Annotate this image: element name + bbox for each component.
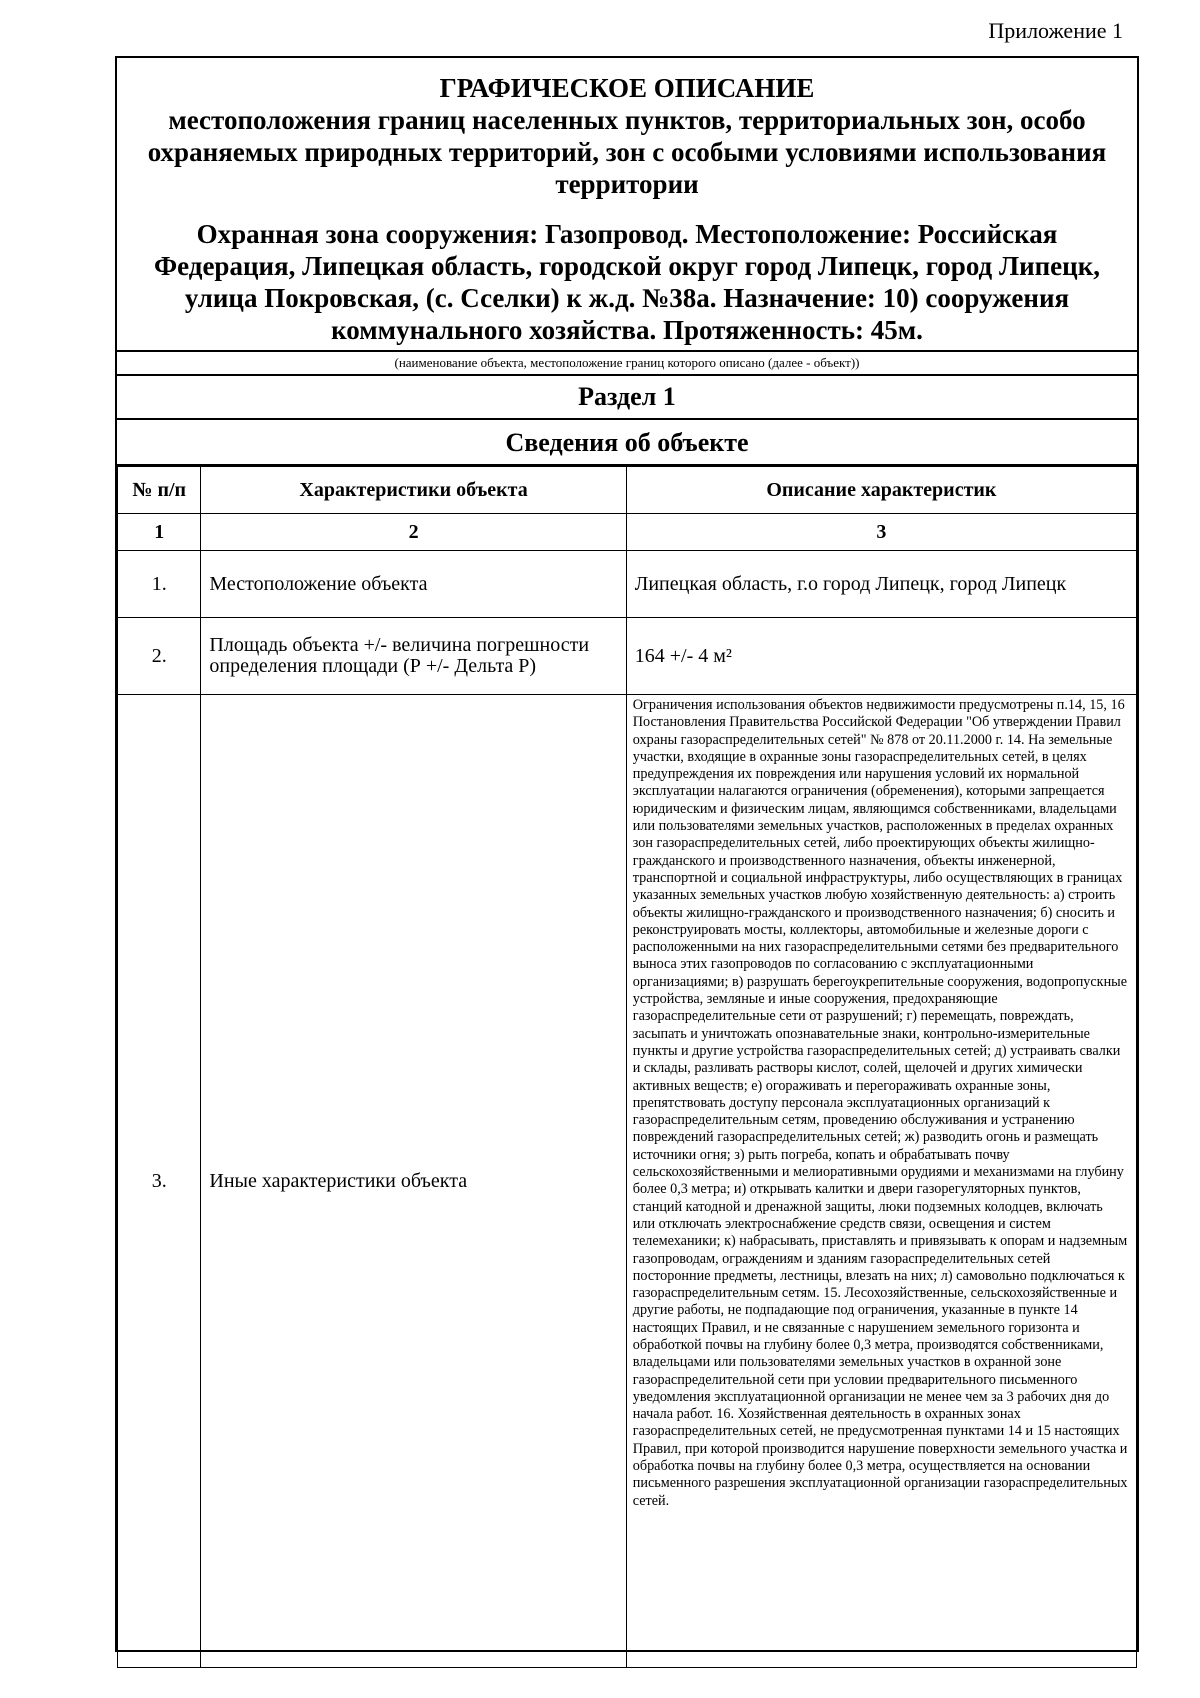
- row-description: Ограничения использования объектов недвижимости предусмотрены п.14, 15, 16 Постановления Правительства Российской Федерации "Об утверждении Правил охраны газораспределительных сетей" № 878 от 20.11.2000 г. 14. На земельные участки, входящие в охранные зоны газораспределительных сетей, в целях предупреждения их повреждения или нарушения условий их нормальной эксплуатации налагаются ограничения (обременения), которыми запрещается юридическим и физическим лицам, являющимся собственниками, владельцами или пользователями земельных участков, расположенных в пределах охранных зон газораспределительных сетей, либо проектирующих объекты жилищно-гражданского и производственного назначения, объекты инженерной, транспортной и социальной инфраструктуры, либо осуществляющих в границах указанных земельных участков любую хозяйственную деятельность: а) строить объекты жилищно-гражданского и производственного назначения; б) сносить и реконструировать мосты, коллекторы, автомобильные и железные дороги с расположенными на них газораспределительными сетями без предварительного выноса этих газопроводов по согласованию с эксплуатационными организациями; в) разрушать берегоукрепительные сооружения, водопропускные устройства, земляные и иные сооружения, предохраняющие газораспределительные сети от разрушений; г) перемещать, повреждать, засыпать и уничтожать опознавательные знаки, контрольно-измерительные пункты и другие устройства газораспределительных сетей; д) устраивать свалки и склады, разливать растворы кислот, солей, щелочей и других химически активных веществ; е) огораживать и перегораживать охранные зоны, препятствовать доступу персонала эксплуатационных организаций к газораспределительным сетям, проведению обслуживания и устранению повреждений газораспределительных сетей; ж) разводить огонь и размещать источники огня; з) рыть погреба, копать и обрабатывать почву сельскохозяйственными и мелиоративными орудиями и механизмами на глубину более 0,3 метра; и) открывать калитки и двери газорегуляторных пунктов, станций катодной и дренажной защиты, люки подземных колодцев, включать или отключать электроснабжение средств связи, освещения и систем телемеханики; к) набрасывать, приставлять и привязывать к опорам и надземным газопроводам, ограждениям и зданиям газораспределительных сетей посторонние предметы, лестницы, влезать на них; л) самовольно подключаться к газораспределительным сетям. 15. Лесохозяйственные, сельскохозяйственные и другие работы, не подпадающие под ограничения, указанные в пункте 14 настоящих Правил, и не связанные с нарушением земельного горизонта и обработкой почвы на глубину более 0,3 метра, производятся собственниками, владельцами или пользователями земельных участков в охранной зоне газораспределительной сети при условии предварительного письменного уведомления эксплуатационной организации не менее чем за 3 рабочих дня до начала работ. 16. Хозяйственная деятельность в охранных зонах газораспределительных сетей, не предусмотренная пунктами 14 и 15 настоящих Правил, при которой производится нарушение поверхности земельного участка и обработка почвы на глубину более 0,3 метра, осуществляется на основании письменного разрешения эксплуатационной организации газораспределительных сетей.: [626, 695, 1136, 1668]
- document-title: ГРАФИЧЕСКОЕ ОПИСАНИЕ: [439, 73, 815, 103]
- header-number: № п/п: [118, 467, 201, 514]
- object-info-table: [117, 466, 1137, 1668]
- row-characteristic: Местоположение объекта: [201, 551, 626, 618]
- column-number: 1: [118, 514, 201, 551]
- table-header-row: [118, 467, 1137, 514]
- header-description: Описание характеристик: [626, 467, 1136, 514]
- row-number: 1.: [118, 551, 201, 618]
- appendix-label: Приложение 1: [988, 18, 1123, 43]
- row-description: Липецкая область, г.о город Липецк, город Липецк: [626, 551, 1136, 618]
- section-title: Раздел 1: [117, 374, 1137, 420]
- object-name: Охранная зона сооружения: Газопровод. Местоположение: Российская Федерация, Липецкая область, городской округ город Липецк, город Липецк, улица Покровская, (с. Сселки) к ж.д. №38а. Назначение: 10) сооружения коммунального хозяйства. Протяженность: 45м.: [153, 219, 1101, 345]
- document-subtitle: местоположения границ населенных пунктов, территориальных зон, особо охраняемых природных территорий, зон с особыми условиями использования территории: [147, 105, 1107, 199]
- document-header: [117, 58, 1137, 348]
- object-caption: (наименование объекта, местоположение границ которого описано (далее - объект)): [117, 350, 1137, 376]
- table-row: [118, 551, 1137, 618]
- table-row: [118, 618, 1137, 695]
- column-number-row: [118, 514, 1137, 551]
- column-number: 3: [626, 514, 1136, 551]
- row-number: 3.: [118, 695, 201, 1668]
- table-row: [118, 695, 1137, 1668]
- row-description: 164 +/- 4 м²: [626, 618, 1136, 695]
- document-frame: [115, 56, 1139, 1652]
- column-number: 2: [201, 514, 626, 551]
- row-characteristic: Площадь объекта +/- величина погрешности определения площади (Р +/- Дельта Р): [201, 618, 626, 695]
- header-characteristic: Характеристики объекта: [201, 467, 626, 514]
- section-subtitle: Сведения об объекте: [117, 420, 1137, 466]
- row-number: 2.: [118, 618, 201, 695]
- row-characteristic: Иные характеристики объекта: [201, 695, 626, 1668]
